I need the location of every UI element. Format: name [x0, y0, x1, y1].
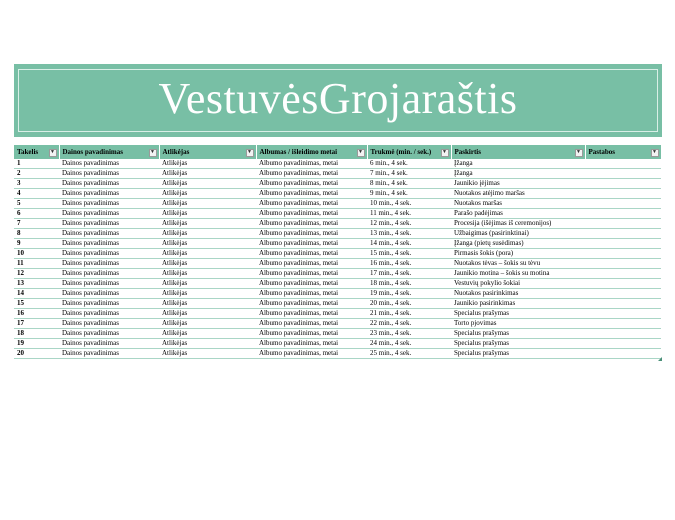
notes-cell[interactable] [585, 229, 661, 239]
purpose-cell[interactable]: Specialus prašymas [451, 349, 585, 359]
track-number-cell[interactable]: 13 [14, 279, 59, 289]
album-cell[interactable]: Albumo pavadinimas, metai [256, 249, 367, 259]
artist-cell[interactable]: Atlikėjas [159, 349, 256, 359]
purpose-cell[interactable]: Specialus prašymas [451, 329, 585, 339]
duration-cell[interactable]: 8 min., 4 sek. [367, 179, 451, 189]
purpose-cell[interactable]: Parašo padėjimas [451, 209, 585, 219]
purpose-cell[interactable]: Vestuvių pokylio šokiai [451, 279, 585, 289]
song-title-cell[interactable]: Dainos pavadinimas [59, 209, 159, 219]
song-title-cell[interactable]: Dainos pavadinimas [59, 279, 159, 289]
track-number-cell[interactable]: 11 [14, 259, 59, 269]
duration-cell[interactable]: 17 min., 4 sek. [367, 269, 451, 279]
song-title-cell[interactable]: Dainos pavadinimas [59, 339, 159, 349]
column-header-label: Albumas / išleidimo metai [259, 148, 338, 156]
artist-cell[interactable]: Atlikėjas [159, 329, 256, 339]
playlist-table-wrap [14, 145, 661, 359]
album-cell[interactable]: Albumo pavadinimas, metai [256, 289, 367, 299]
column-header-label: Paskirtis [454, 148, 481, 156]
purpose-cell[interactable]: Torto pjovimas [451, 319, 585, 329]
notes-cell[interactable] [585, 269, 661, 279]
track-number-cell[interactable]: 19 [14, 339, 59, 349]
filter-dropdown-icon[interactable]: ▼ [576, 150, 581, 155]
column-header-atlikejas[interactable] [159, 145, 256, 159]
table-row [14, 219, 661, 229]
column-header-label: Takelis [17, 148, 39, 156]
purpose-cell[interactable]: Įžanga [451, 159, 585, 169]
album-cell[interactable]: Albumo pavadinimas, metai [256, 259, 367, 269]
column-header-takelis[interactable] [14, 145, 59, 159]
track-number-cell[interactable]: 17 [14, 319, 59, 329]
table-row [14, 239, 661, 249]
table-row [14, 309, 661, 319]
song-title-cell[interactable]: Dainos pavadinimas [59, 329, 159, 339]
artist-cell[interactable]: Atlikėjas [159, 229, 256, 239]
song-title-cell[interactable]: Dainos pavadinimas [59, 309, 159, 319]
title-banner [14, 64, 662, 137]
track-number-cell[interactable]: 2 [14, 169, 59, 179]
song-title-cell[interactable]: Dainos pavadinimas [59, 169, 159, 179]
duration-cell[interactable]: 22 min., 4 sek. [367, 319, 451, 329]
track-number-cell[interactable]: 16 [14, 309, 59, 319]
album-cell[interactable]: Albumo pavadinimas, metai [256, 279, 367, 289]
column-header-trukme[interactable] [367, 145, 451, 159]
filter-dropdown-icon[interactable]: ▼ [150, 150, 155, 155]
song-title-cell[interactable]: Dainos pavadinimas [59, 199, 159, 209]
notes-cell[interactable] [585, 219, 661, 229]
duration-cell[interactable]: 19 min., 4 sek. [367, 289, 451, 299]
song-title-cell[interactable]: Dainos pavadinimas [59, 239, 159, 249]
table-row [14, 299, 661, 309]
purpose-cell[interactable]: Procesija (išėjimas iš ceremonijos) [451, 219, 585, 229]
album-cell[interactable]: Albumo pavadinimas, metai [256, 269, 367, 279]
song-title-cell[interactable]: Dainos pavadinimas [59, 179, 159, 189]
duration-cell[interactable]: 20 min., 4 sek. [367, 299, 451, 309]
artist-cell[interactable]: Atlikėjas [159, 339, 256, 349]
purpose-cell[interactable]: Pirmasis šokis (pora) [451, 249, 585, 259]
album-cell[interactable]: Albumo pavadinimas, metai [256, 299, 367, 309]
artist-cell[interactable]: Atlikėjas [159, 199, 256, 209]
album-cell[interactable]: Albumo pavadinimas, metai [256, 179, 367, 189]
purpose-cell[interactable]: Nuotakos maršas [451, 199, 585, 209]
purpose-cell[interactable]: Jaunikio pasirinkimas [451, 299, 585, 309]
purpose-cell[interactable]: Nuotakos pasirinkimas [451, 289, 585, 299]
album-cell[interactable]: Albumo pavadinimas, metai [256, 309, 367, 319]
track-number-cell[interactable]: 14 [14, 289, 59, 299]
notes-cell[interactable] [585, 159, 661, 169]
filter-dropdown-icon[interactable]: ▼ [442, 150, 447, 155]
track-number-cell[interactable]: 3 [14, 179, 59, 189]
track-number-cell[interactable]: 8 [14, 229, 59, 239]
track-number-cell[interactable]: 7 [14, 219, 59, 229]
table-row [14, 249, 661, 259]
purpose-cell[interactable]: Įžanga (pietų susėdimas) [451, 239, 585, 249]
track-number-cell[interactable]: 1 [14, 159, 59, 169]
album-cell[interactable]: Albumo pavadinimas, metai [256, 239, 367, 249]
table-row [14, 339, 661, 349]
song-title-cell[interactable]: Dainos pavadinimas [59, 219, 159, 229]
artist-cell[interactable]: Atlikėjas [159, 169, 256, 179]
notes-cell[interactable] [585, 309, 661, 319]
track-number-cell[interactable]: 6 [14, 209, 59, 219]
column-header-label: Atlikėjas [162, 148, 190, 156]
album-cell[interactable]: Albumo pavadinimas, metai [256, 329, 367, 339]
notes-cell[interactable] [585, 179, 661, 189]
notes-cell[interactable] [585, 209, 661, 219]
song-title-cell[interactable]: Dainos pavadinimas [59, 159, 159, 169]
table-row [14, 209, 661, 219]
purpose-cell[interactable]: Nuotakos tėvas – šokis su tėvu [451, 259, 585, 269]
track-number-cell[interactable]: 10 [14, 249, 59, 259]
track-number-cell[interactable]: 18 [14, 329, 59, 339]
song-title-cell[interactable]: Dainos pavadinimas [59, 289, 159, 299]
track-number-cell[interactable]: 15 [14, 299, 59, 309]
table-resize-handle[interactable] [658, 357, 662, 361]
duration-cell[interactable]: 7 min., 4 sek. [367, 169, 451, 179]
purpose-cell[interactable]: Nuotakos atėjimo maršas [451, 189, 585, 199]
duration-cell[interactable]: 21 min., 4 sek. [367, 309, 451, 319]
artist-cell[interactable]: Atlikėjas [159, 289, 256, 299]
purpose-cell[interactable]: Jaunikio motina – šokis su motina [451, 269, 585, 279]
artist-cell[interactable]: Atlikėjas [159, 219, 256, 229]
duration-cell[interactable]: 18 min., 4 sek. [367, 279, 451, 289]
column-header-label: Dainos pavadinimas [62, 148, 123, 156]
filter-dropdown-icon[interactable]: ▼ [358, 150, 363, 155]
duration-cell[interactable]: 11 min., 4 sek. [367, 209, 451, 219]
notes-cell[interactable] [585, 169, 661, 179]
notes-cell[interactable] [585, 329, 661, 339]
album-cell[interactable]: Albumo pavadinimas, metai [256, 169, 367, 179]
duration-cell[interactable]: 15 min., 4 sek. [367, 249, 451, 259]
song-title-cell[interactable]: Dainos pavadinimas [59, 319, 159, 329]
track-number-cell[interactable]: 9 [14, 239, 59, 249]
column-header-label: Trukmė (min. / sek.) [370, 148, 432, 156]
song-title-cell[interactable]: Dainos pavadinimas [59, 229, 159, 239]
duration-cell[interactable]: 6 min., 4 sek. [367, 159, 451, 169]
artist-cell[interactable]: Atlikėjas [159, 309, 256, 319]
filter-dropdown-icon[interactable]: ▼ [247, 150, 252, 155]
table-row [14, 159, 661, 169]
track-number-cell[interactable]: 5 [14, 199, 59, 209]
duration-cell[interactable]: 9 min., 4 sek. [367, 189, 451, 199]
table-row [14, 189, 661, 199]
artist-cell[interactable]: Atlikėjas [159, 179, 256, 189]
album-cell[interactable]: Albumo pavadinimas, metai [256, 219, 367, 229]
duration-cell[interactable]: 13 min., 4 sek. [367, 229, 451, 239]
duration-cell[interactable]: 25 min., 4 sek. [367, 349, 451, 359]
filter-dropdown-icon[interactable]: ▼ [50, 150, 55, 155]
album-cell[interactable]: Albumo pavadinimas, metai [256, 229, 367, 239]
notes-cell[interactable] [585, 249, 661, 259]
table-row [14, 199, 661, 209]
artist-cell[interactable]: Atlikėjas [159, 249, 256, 259]
notes-cell[interactable] [585, 189, 661, 199]
song-title-cell[interactable]: Dainos pavadinimas [59, 299, 159, 309]
table-row [14, 179, 661, 189]
track-number-cell[interactable]: 4 [14, 189, 59, 199]
table-row [14, 269, 661, 279]
playlist-table [14, 145, 662, 359]
artist-cell[interactable]: Atlikėjas [159, 189, 256, 199]
column-header-paskirtis[interactable] [451, 145, 585, 159]
notes-cell[interactable] [585, 279, 661, 289]
track-number-cell[interactable]: 20 [14, 349, 59, 359]
artist-cell[interactable]: Atlikėjas [159, 209, 256, 219]
purpose-cell[interactable]: Specialus prašymas [451, 339, 585, 349]
duration-cell[interactable]: 24 min., 4 sek. [367, 339, 451, 349]
notes-cell[interactable] [585, 259, 661, 269]
album-cell[interactable]: Albumo pavadinimas, metai [256, 159, 367, 169]
table-row [14, 349, 661, 359]
album-cell[interactable]: Albumo pavadinimas, metai [256, 189, 367, 199]
notes-cell[interactable] [585, 299, 661, 309]
notes-cell[interactable] [585, 199, 661, 209]
table-row [14, 259, 661, 269]
purpose-cell[interactable]: Specialus prašymas [451, 309, 585, 319]
table-row [14, 319, 661, 329]
duration-cell[interactable]: 10 min., 4 sek. [367, 199, 451, 209]
album-cell[interactable]: Albumo pavadinimas, metai [256, 349, 367, 359]
song-title-cell[interactable]: Dainos pavadinimas [59, 189, 159, 199]
notes-cell[interactable] [585, 349, 661, 359]
column-header-label: Pastabos [588, 148, 615, 156]
duration-cell[interactable]: 23 min., 4 sek. [367, 329, 451, 339]
notes-cell[interactable] [585, 319, 661, 329]
duration-cell[interactable]: 14 min., 4 sek. [367, 239, 451, 249]
page-title: VestuvėsGrojaraštis [158, 74, 518, 123]
purpose-cell[interactable]: Jaunikio įėjimas [451, 179, 585, 189]
notes-cell[interactable] [585, 289, 661, 299]
artist-cell[interactable]: Atlikėjas [159, 239, 256, 249]
table-row [14, 279, 661, 289]
column-header-dainos-pavadinimas[interactable] [59, 145, 159, 159]
album-cell[interactable]: Albumo pavadinimas, metai [256, 339, 367, 349]
duration-cell[interactable]: 16 min., 4 sek. [367, 259, 451, 269]
table-header-row [14, 145, 661, 159]
purpose-cell[interactable]: Įžanga [451, 169, 585, 179]
duration-cell[interactable]: 12 min., 4 sek. [367, 219, 451, 229]
album-cell[interactable]: Albumo pavadinimas, metai [256, 319, 367, 329]
artist-cell[interactable]: Atlikėjas [159, 279, 256, 289]
album-cell[interactable]: Albumo pavadinimas, metai [256, 209, 367, 219]
column-header-albumas[interactable] [256, 145, 367, 159]
artist-cell[interactable]: Atlikėjas [159, 299, 256, 309]
song-title-cell[interactable]: Dainos pavadinimas [59, 349, 159, 359]
table-row [14, 289, 661, 299]
purpose-cell[interactable]: Užbaigimas (pasirinktinai) [451, 229, 585, 239]
artist-cell[interactable]: Atlikėjas [159, 269, 256, 279]
column-header-pastabos[interactable] [585, 145, 661, 159]
table-body [14, 159, 661, 359]
table-row [14, 229, 661, 239]
album-cell[interactable]: Albumo pavadinimas, metai [256, 199, 367, 209]
table-row [14, 329, 661, 339]
notes-cell[interactable] [585, 339, 661, 349]
notes-cell[interactable] [585, 239, 661, 249]
filter-dropdown-icon[interactable]: ▼ [652, 150, 657, 155]
song-title-cell[interactable]: Dainos pavadinimas [59, 249, 159, 259]
artist-cell[interactable]: Atlikėjas [159, 319, 256, 329]
song-title-cell[interactable]: Dainos pavadinimas [59, 269, 159, 279]
artist-cell[interactable]: Atlikėjas [159, 259, 256, 269]
track-number-cell[interactable]: 12 [14, 269, 59, 279]
song-title-cell[interactable]: Dainos pavadinimas [59, 259, 159, 269]
artist-cell[interactable]: Atlikėjas [159, 159, 256, 169]
table-row [14, 169, 661, 179]
